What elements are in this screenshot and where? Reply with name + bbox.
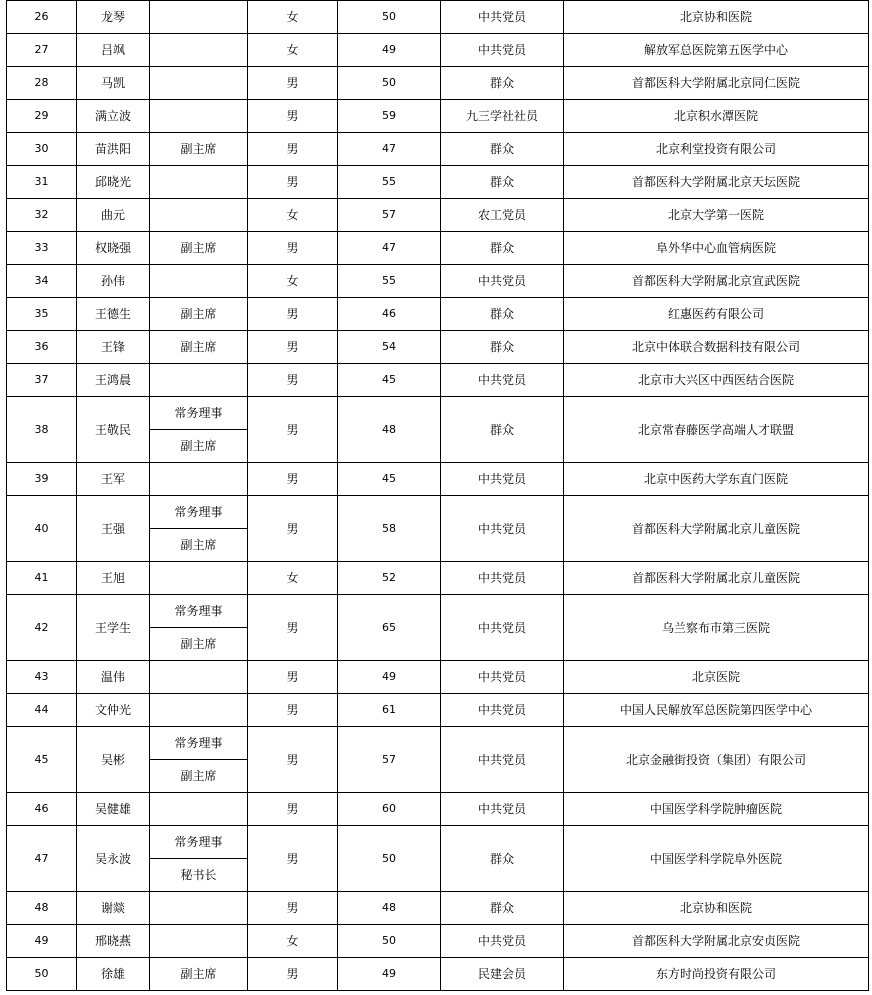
cell-name: 王德生	[77, 298, 150, 331]
cell-role	[150, 463, 248, 496]
cell-party: 中共党员	[441, 265, 564, 298]
cell-number: 38	[7, 397, 77, 463]
cell-name: 曲元	[77, 199, 150, 232]
cell-name: 邱晓光	[77, 166, 150, 199]
cell-organization: 北京积水潭医院	[564, 100, 869, 133]
cell-organization: 乌兰察布市第三医院	[564, 595, 869, 661]
cell-number: 35	[7, 298, 77, 331]
cell-number: 36	[7, 331, 77, 364]
table-row	[7, 793, 869, 826]
cell-name: 王鸿晨	[77, 364, 150, 397]
cell-organization: 首都医科大学附属北京同仁医院	[564, 67, 869, 100]
cell-role: 副主席	[150, 958, 248, 991]
cell-name: 苗洪阳	[77, 133, 150, 166]
cell-organization: 首都医科大学附属北京儿童医院	[564, 496, 869, 562]
cell-party: 中共党员	[441, 562, 564, 595]
cell-party: 中共党员	[441, 496, 564, 562]
cell-role	[150, 166, 248, 199]
cell-age: 52	[338, 562, 441, 595]
cell-role: 副主席	[150, 133, 248, 166]
cell-sex: 女	[248, 199, 338, 232]
cell-organization: 首都医科大学附属北京宣武医院	[564, 265, 869, 298]
cell-party: 中共党员	[441, 364, 564, 397]
table-row	[7, 397, 869, 430]
cell-number: 47	[7, 826, 77, 892]
cell-age: 54	[338, 331, 441, 364]
cell-age: 45	[338, 463, 441, 496]
table-row	[7, 595, 869, 628]
cell-organization: 北京中医药大学东直门医院	[564, 463, 869, 496]
table-row	[7, 496, 869, 529]
cell-name: 吴永波	[77, 826, 150, 892]
cell-party: 民建会员	[441, 958, 564, 991]
cell-sex: 男	[248, 397, 338, 463]
cell-age: 55	[338, 166, 441, 199]
cell-party: 中共党员	[441, 595, 564, 661]
cell-sex: 男	[248, 133, 338, 166]
cell-role: 副主席	[150, 628, 248, 661]
cell-age: 50	[338, 1, 441, 34]
table-row	[7, 562, 869, 595]
cell-sex: 男	[248, 364, 338, 397]
cell-organization: 红惠医药有限公司	[564, 298, 869, 331]
cell-number: 44	[7, 694, 77, 727]
cell-number: 41	[7, 562, 77, 595]
cell-name: 龙琴	[77, 1, 150, 34]
cell-sex: 男	[248, 793, 338, 826]
cell-sex: 男	[248, 727, 338, 793]
cell-number: 39	[7, 463, 77, 496]
cell-name: 权晓强	[77, 232, 150, 265]
cell-organization: 北京常春藤医学高端人才联盟	[564, 397, 869, 463]
cell-number: 37	[7, 364, 77, 397]
cell-sex: 女	[248, 925, 338, 958]
table-row	[7, 958, 869, 991]
cell-age: 55	[338, 265, 441, 298]
cell-sex: 男	[248, 232, 338, 265]
cell-role	[150, 67, 248, 100]
cell-organization: 首都医科大学附属北京安贞医院	[564, 925, 869, 958]
cell-name: 王军	[77, 463, 150, 496]
cell-organization: 东方时尚投资有限公司	[564, 958, 869, 991]
cell-sex: 男	[248, 67, 338, 100]
table-row	[7, 100, 869, 133]
cell-organization: 北京医院	[564, 661, 869, 694]
cell-number: 28	[7, 67, 77, 100]
cell-party: 群众	[441, 826, 564, 892]
cell-age: 48	[338, 397, 441, 463]
table-row	[7, 331, 869, 364]
cell-party: 群众	[441, 232, 564, 265]
cell-organization: 北京利堂投资有限公司	[564, 133, 869, 166]
cell-party: 农工党员	[441, 199, 564, 232]
cell-role	[150, 661, 248, 694]
cell-sex: 男	[248, 595, 338, 661]
cell-number: 40	[7, 496, 77, 562]
table-row	[7, 925, 869, 958]
cell-age: 50	[338, 925, 441, 958]
table-row	[7, 727, 869, 760]
cell-sex: 男	[248, 892, 338, 925]
cell-number: 33	[7, 232, 77, 265]
table-row	[7, 133, 869, 166]
cell-sex: 男	[248, 661, 338, 694]
cell-party: 中共党员	[441, 34, 564, 67]
cell-sex: 男	[248, 100, 338, 133]
cell-role	[150, 34, 248, 67]
cell-role: 副主席	[150, 760, 248, 793]
cell-organization: 北京市大兴区中西医结合医院	[564, 364, 869, 397]
cell-name: 马凯	[77, 67, 150, 100]
cell-role	[150, 694, 248, 727]
cell-party: 中共党员	[441, 1, 564, 34]
cell-age: 49	[338, 34, 441, 67]
cell-organization: 首都医科大学附属北京儿童医院	[564, 562, 869, 595]
cell-number: 46	[7, 793, 77, 826]
cell-number: 31	[7, 166, 77, 199]
cell-age: 50	[338, 67, 441, 100]
cell-age: 57	[338, 199, 441, 232]
cell-party: 群众	[441, 133, 564, 166]
cell-number: 34	[7, 265, 77, 298]
cell-number: 30	[7, 133, 77, 166]
cell-organization: 北京协和医院	[564, 892, 869, 925]
cell-party: 群众	[441, 331, 564, 364]
cell-number: 45	[7, 727, 77, 793]
cell-role	[150, 265, 248, 298]
cell-sex: 男	[248, 298, 338, 331]
cell-role: 副主席	[150, 529, 248, 562]
table-row	[7, 265, 869, 298]
cell-name: 文仲光	[77, 694, 150, 727]
cell-role: 常务理事	[150, 595, 248, 628]
table-row	[7, 364, 869, 397]
cell-sex: 女	[248, 1, 338, 34]
cell-role	[150, 925, 248, 958]
table-row	[7, 34, 869, 67]
cell-party: 中共党员	[441, 727, 564, 793]
cell-sex: 男	[248, 694, 338, 727]
cell-age: 50	[338, 826, 441, 892]
cell-organization: 北京金融街投资（集团）有限公司	[564, 727, 869, 793]
cell-number: 48	[7, 892, 77, 925]
member-table	[6, 0, 869, 991]
table-row	[7, 463, 869, 496]
cell-name: 吴彬	[77, 727, 150, 793]
cell-party: 群众	[441, 892, 564, 925]
cell-party: 群众	[441, 397, 564, 463]
cell-name: 王锋	[77, 331, 150, 364]
cell-number: 26	[7, 1, 77, 34]
cell-number: 42	[7, 595, 77, 661]
cell-sex: 男	[248, 826, 338, 892]
cell-organization: 阜外华中心血管病医院	[564, 232, 869, 265]
cell-age: 59	[338, 100, 441, 133]
cell-party: 中共党员	[441, 661, 564, 694]
cell-party: 中共党员	[441, 694, 564, 727]
table-row	[7, 826, 869, 859]
cell-name: 满立波	[77, 100, 150, 133]
cell-role	[150, 793, 248, 826]
cell-role: 常务理事	[150, 397, 248, 430]
cell-organization: 中国医学科学院阜外医院	[564, 826, 869, 892]
cell-organization: 解放军总医院第五医学中心	[564, 34, 869, 67]
cell-age: 60	[338, 793, 441, 826]
cell-party: 群众	[441, 166, 564, 199]
cell-sex: 男	[248, 463, 338, 496]
cell-age: 58	[338, 496, 441, 562]
cell-name: 温伟	[77, 661, 150, 694]
cell-number: 50	[7, 958, 77, 991]
cell-number: 32	[7, 199, 77, 232]
cell-sex: 男	[248, 496, 338, 562]
table-row	[7, 199, 869, 232]
cell-party: 九三学社社员	[441, 100, 564, 133]
cell-role: 副主席	[150, 298, 248, 331]
cell-role: 常务理事	[150, 496, 248, 529]
cell-role: 副主席	[150, 430, 248, 463]
cell-name: 孙伟	[77, 265, 150, 298]
cell-sex: 男	[248, 331, 338, 364]
member-table-body	[7, 1, 869, 991]
table-row	[7, 1, 869, 34]
cell-sex: 女	[248, 562, 338, 595]
table-row	[7, 694, 869, 727]
cell-organization: 北京中体联合数据科技有限公司	[564, 331, 869, 364]
cell-role: 常务理事	[150, 826, 248, 859]
cell-name: 吕飒	[77, 34, 150, 67]
cell-organization: 北京大学第一医院	[564, 199, 869, 232]
cell-name: 吴健雄	[77, 793, 150, 826]
cell-role	[150, 892, 248, 925]
cell-sex: 男	[248, 166, 338, 199]
table-row	[7, 166, 869, 199]
cell-party: 群众	[441, 67, 564, 100]
cell-party: 中共党员	[441, 463, 564, 496]
cell-party: 群众	[441, 298, 564, 331]
cell-number: 43	[7, 661, 77, 694]
cell-age: 48	[338, 892, 441, 925]
cell-organization: 中国人民解放军总医院第四医学中心	[564, 694, 869, 727]
table-row	[7, 298, 869, 331]
cell-party: 中共党员	[441, 793, 564, 826]
cell-role: 副主席	[150, 232, 248, 265]
cell-party: 中共党员	[441, 925, 564, 958]
cell-age: 49	[338, 958, 441, 991]
cell-name: 王旭	[77, 562, 150, 595]
cell-organization: 北京协和医院	[564, 1, 869, 34]
cell-organization: 中国医学科学院肿瘤医院	[564, 793, 869, 826]
cell-role: 秘书长	[150, 859, 248, 892]
cell-name: 王学生	[77, 595, 150, 661]
table-row	[7, 661, 869, 694]
cell-name: 邢晓燕	[77, 925, 150, 958]
cell-age: 57	[338, 727, 441, 793]
cell-role	[150, 199, 248, 232]
cell-organization: 首都医科大学附属北京天坛医院	[564, 166, 869, 199]
table-row	[7, 67, 869, 100]
cell-sex: 女	[248, 265, 338, 298]
cell-number: 29	[7, 100, 77, 133]
cell-age: 47	[338, 232, 441, 265]
cell-role	[150, 562, 248, 595]
cell-sex: 女	[248, 34, 338, 67]
cell-role: 副主席	[150, 331, 248, 364]
cell-name: 徐雄	[77, 958, 150, 991]
cell-number: 27	[7, 34, 77, 67]
cell-role	[150, 364, 248, 397]
cell-role: 常务理事	[150, 727, 248, 760]
cell-name: 王敬民	[77, 397, 150, 463]
cell-age: 45	[338, 364, 441, 397]
cell-role	[150, 100, 248, 133]
cell-age: 47	[338, 133, 441, 166]
cell-age: 46	[338, 298, 441, 331]
cell-sex: 男	[248, 958, 338, 991]
cell-name: 谢燚	[77, 892, 150, 925]
cell-role	[150, 1, 248, 34]
table-row	[7, 892, 869, 925]
cell-number: 49	[7, 925, 77, 958]
cell-age: 49	[338, 661, 441, 694]
cell-age: 65	[338, 595, 441, 661]
cell-name: 王强	[77, 496, 150, 562]
table-row	[7, 232, 869, 265]
cell-age: 61	[338, 694, 441, 727]
